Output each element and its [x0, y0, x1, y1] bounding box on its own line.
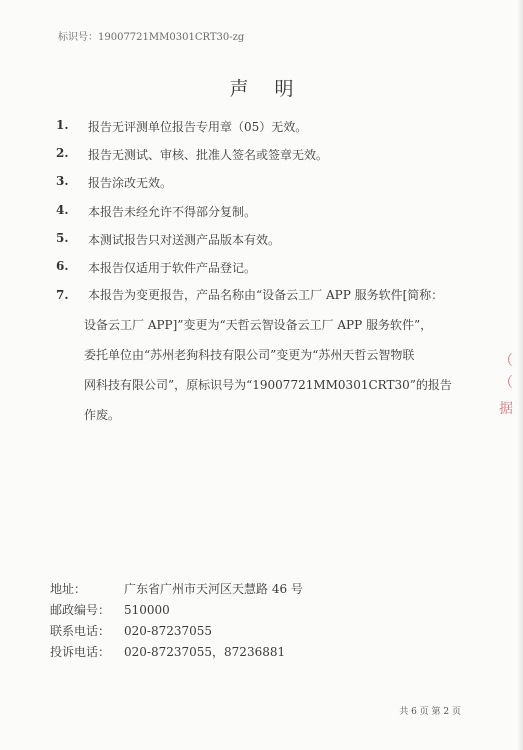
item-number: 5. — [56, 231, 69, 245]
postcode-label: 邮政编号： — [50, 603, 111, 617]
stamp-fragment: （ — [499, 353, 513, 369]
item-number: 6. — [56, 259, 69, 273]
item-number: 2. — [56, 146, 69, 160]
complaint-value: 020-87237055，87236881 — [124, 645, 286, 659]
address-value: 广东省广州市天河区天慧路 46 号 — [124, 582, 303, 596]
paragraph-line: 委托单位由“苏州老狗科技有限公司”变更为“苏州天哲云智物联 — [84, 348, 415, 362]
address-label: 地址： — [50, 582, 87, 596]
postcode-row — [50, 601, 170, 618]
paragraph-line: 作废。 — [84, 408, 121, 422]
report-id: 标识号：19007721MM0301CRT30-zg — [58, 32, 245, 43]
page-number: 共 6 页 第 2 页 — [399, 707, 461, 717]
item-7-paragraph — [84, 288, 476, 430]
item-text: 本报告仅适用于软件产品登记。 — [88, 261, 257, 275]
stamp-fragment: 据 — [499, 401, 513, 417]
complaint-row — [50, 643, 285, 660]
phone-row — [50, 622, 212, 639]
item-number: 3. — [56, 174, 69, 188]
page-edge-shadow — [517, 0, 523, 750]
postcode-value: 510000 — [124, 603, 170, 617]
item-number: 7. — [56, 288, 69, 302]
phone-label: 联系电话： — [50, 624, 111, 638]
item-text: 报告无测试、审核、批准人签名或签章无效。 — [88, 148, 329, 162]
phone-value: 020-87237055 — [124, 624, 213, 638]
page-title: 声明 — [229, 78, 320, 100]
item-number: 1. — [56, 118, 69, 132]
item-number: 4. — [56, 203, 69, 217]
item-text: 本测试报告只对送测产品版本有效。 — [88, 233, 281, 247]
address-row — [50, 580, 303, 597]
paragraph-line: 网科技有限公司”，原标识号为“19007721MM0301CRT30”的报告 — [84, 378, 452, 392]
stamp-fragment: （ — [499, 375, 513, 391]
complaint-label: 投诉电话： — [50, 645, 111, 659]
paragraph-line: 设备云工厂 APP]”变更为“天哲云智设备云工厂 APP 服务软件”， — [84, 318, 433, 332]
item-text: 本报告未经允许不得部分复制。 — [88, 205, 257, 219]
paragraph-line: 本报告为变更报告，产品名称由“设备云工厂 APP 服务软件[简称： — [88, 288, 444, 302]
item-text: 报告无评测单位报告专用章（05）无效。 — [88, 120, 308, 134]
item-text: 报告涂改无效。 — [88, 176, 173, 190]
